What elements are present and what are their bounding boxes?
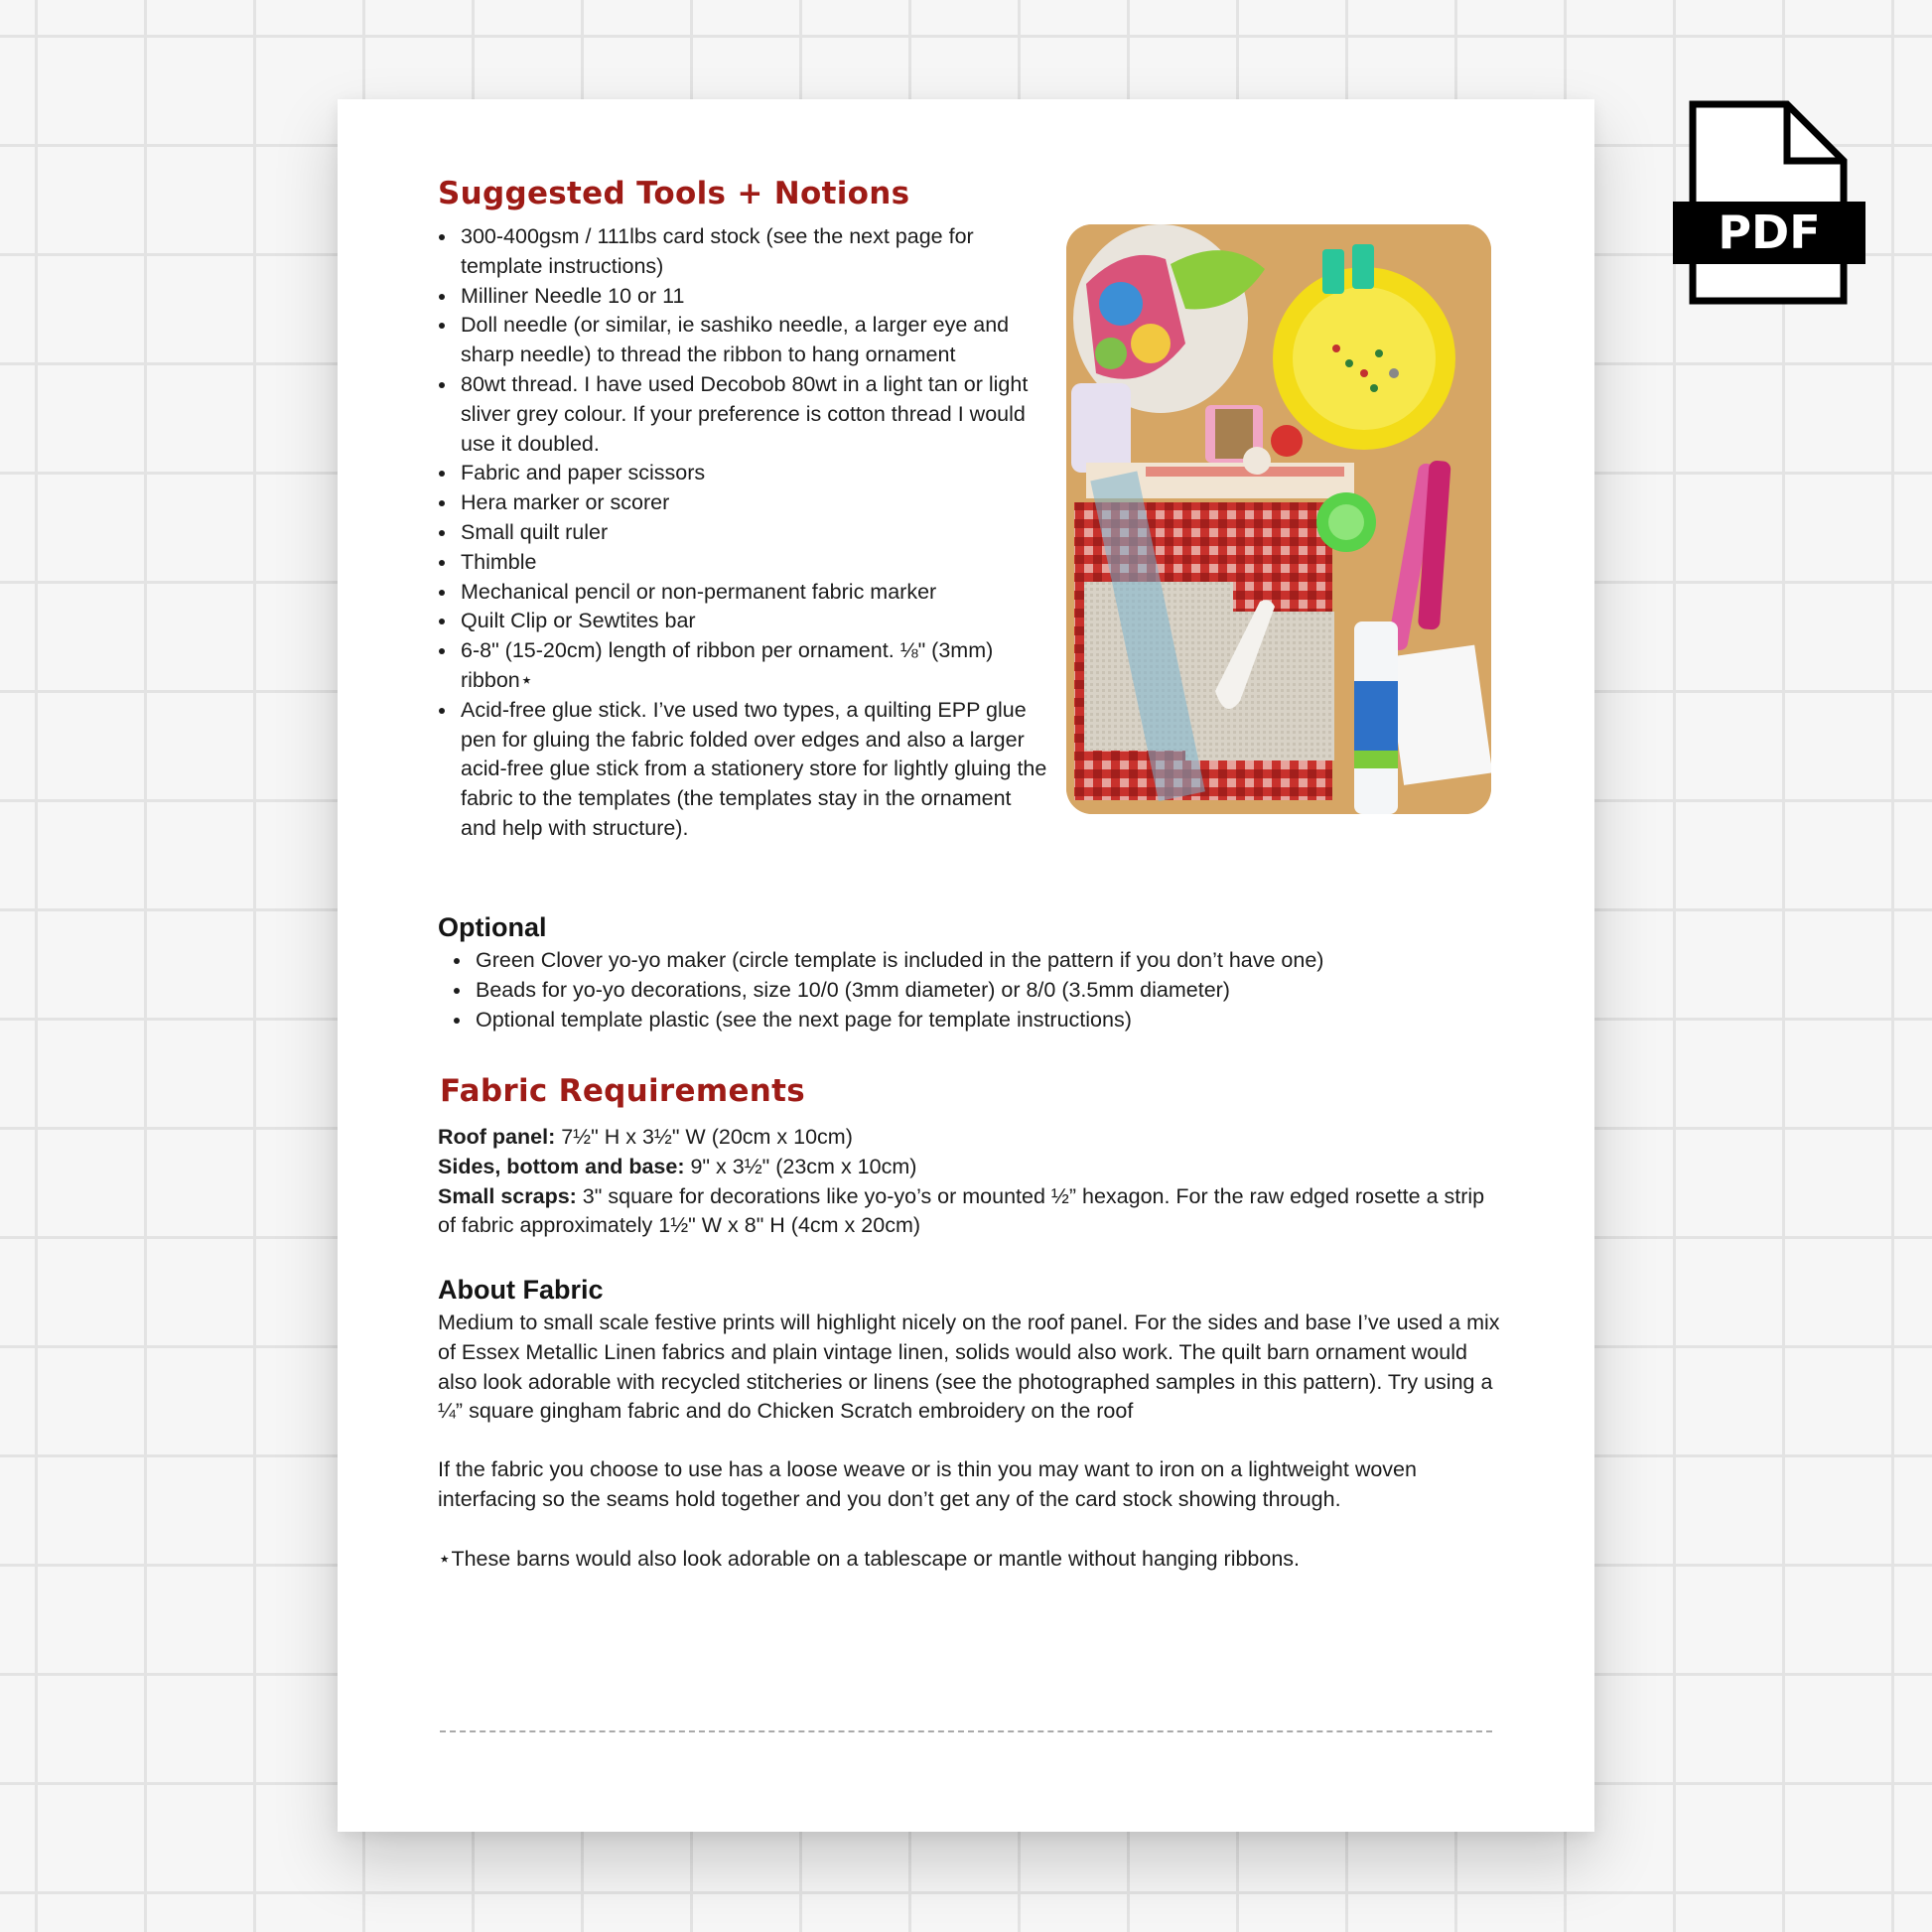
list-item: Fabric and paper scissors <box>439 459 1052 488</box>
footer-divider <box>440 1730 1492 1732</box>
list-item: Doll needle (or similar, ie sashiko needle, a larger eye and sharp needle) to thread the ribbon to hang ornament <box>439 311 1052 370</box>
roof-panel-value: 7½" H x 3½" W (20cm x 10cm) <box>555 1125 853 1149</box>
about-fabric-heading: About Fabric <box>438 1275 604 1305</box>
sides-line <box>438 1153 1495 1182</box>
list-item: 80wt thread. I have used Decobob 80wt in a light tan or light sliver grey colour. If your preference is cotton thread I would use it doubled. <box>439 370 1052 459</box>
sides-label: Sides, bottom and base: <box>438 1154 685 1178</box>
list-item: Mechanical pencil or non-permanent fabric marker <box>439 578 1052 608</box>
list-item: Thimble <box>439 548 1052 578</box>
scraps-value: 3" square for decorations like yo-yo’s or mounted ½” hexagon. For the raw edged rosette a strip of fabric approximately 1½" W x 8" H (4cm x 20cm) <box>438 1183 1485 1238</box>
list-item: Quilt Clip or Sewtites bar <box>439 607 1052 636</box>
about-paragraph-2: If the fabric you choose to use has a loose weave or is thin you may want to iron on a lightweight woven interfacing so the seams hold together and you don’t get any of the card stock showing through. <box>438 1457 1417 1511</box>
list-item: Hera marker or scorer <box>439 488 1052 518</box>
pdf-file-icon <box>1670 99 1868 308</box>
fabric-requirements <box>438 1123 1495 1241</box>
list-item: Beads for yo-yo decorations, size 10/0 (3mm diameter) or 8/0 (3.5mm diameter) <box>454 976 1506 1006</box>
list-item: Optional template plastic (see the next page for template instructions) <box>454 1006 1506 1035</box>
pdf-label: PDF <box>1718 206 1821 259</box>
roof-panel-line <box>438 1123 1495 1153</box>
tools-list <box>439 222 1052 844</box>
notions-photo <box>1066 224 1491 814</box>
about-paragraph-3: ⋆These barns would also look adorable on a tablescape or mantle without hanging ribbons. <box>438 1547 1301 1571</box>
list-item: Acid-free glue stick. I’ve used two types, a quilting EPP glue pen for gluing the fabric folded over edges and also a larger acid-free glue stick from a stationery store for lightly gluing the fabric to the templates (the templates stay in the ornament and help with structure). <box>439 696 1052 844</box>
roof-panel-label: Roof panel: <box>438 1125 556 1149</box>
optional-list <box>454 946 1506 1035</box>
sides-value: 9" x 3½" (23cm x 10cm) <box>684 1154 917 1178</box>
scraps-label: Small scraps: <box>438 1183 577 1208</box>
optional-heading: Optional <box>438 912 547 942</box>
about-paragraph-1: Medium to small scale festive prints will highlight nicely on the roof panel. For the sides and base I’ve used a mix of Essex Metallic Linen fabrics and plain vintage linen, solids would also work. The quilt barn ornament would also look adorable with recycled stitcheries or linens (see the photographed samples in this pattern). Try using a ¼” square gingham fabric and do Chicken Scratch embroidery on the roof <box>438 1311 1500 1424</box>
fabric-heading: Fabric Requirements <box>440 1073 806 1109</box>
list-item: Green Clover yo-yo maker (circle template is included in the pattern if you don’t have one) <box>454 946 1506 976</box>
tools-heading: Suggested Tools + Notions <box>438 176 910 211</box>
list-item: 6-8" (15-20cm) length of ribbon per ornament. ⅛" (3mm) ribbon⋆ <box>439 636 1052 696</box>
list-item: 300-400gsm / 111lbs card stock (see the next page for template instructions) <box>439 222 1052 282</box>
list-item: Small quilt ruler <box>439 518 1052 548</box>
list-item: Milliner Needle 10 or 11 <box>439 282 1052 312</box>
scraps-line <box>438 1182 1495 1242</box>
notions-photo-illustration <box>1066 224 1491 814</box>
